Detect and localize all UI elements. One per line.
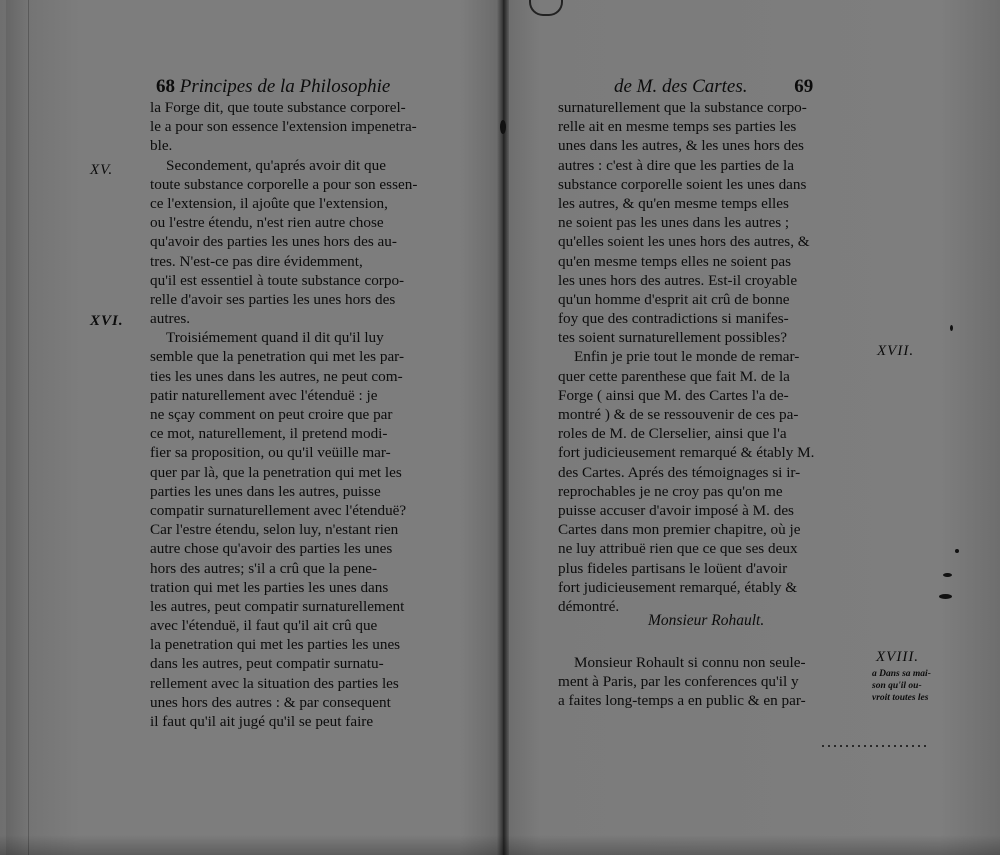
- scan-speck: [950, 325, 953, 331]
- right-page-number: 69: [794, 76, 814, 97]
- margin-note-xviii: XVIII.: [876, 649, 920, 665]
- text-line: montré ) & de se ressouvenir de ces pa-: [558, 406, 799, 423]
- text-line: son qu'il ou-: [872, 681, 922, 691]
- text-line: foy que des contradictions si manifes-: [558, 310, 789, 328]
- scan-speck: [500, 120, 506, 134]
- text-line: la Forge dit, que toute substance corporel-: [150, 99, 406, 116]
- text-line: Enfin je prie tout le monde de remar-: [574, 348, 800, 366]
- book-edge-left: [6, 0, 29, 855]
- margin-note-xvii: XVII.: [877, 343, 915, 359]
- text-line: Car l'estre étendu, selon luy, n'estant rien: [150, 521, 399, 539]
- text-line: des Cartes. Aprés des témoignages si ir-: [558, 463, 801, 481]
- left-running-title: Principes de la Philosophie: [179, 76, 391, 97]
- page-bottom-shadow: [0, 835, 1000, 855]
- right-running-title: de M. des Cartes.: [614, 76, 748, 97]
- text-line: unes hors des autres : & par consequent: [150, 693, 391, 711]
- text-line: autre chose qu'avoir des parties les unes: [150, 540, 393, 558]
- section-title: Monsieur Rohault.: [648, 612, 765, 629]
- text-line: surnaturellement que la substance corpo-: [558, 99, 807, 116]
- text-line: fort judicieusement remarqué, étably &: [558, 578, 798, 596]
- text-line: fort judicieusement remarqué & étably M.: [558, 444, 815, 462]
- text-line: ties les unes dans les autres, ne peut com-: [150, 367, 403, 385]
- text-line: la penetration qui met les parties les unes: [150, 636, 401, 654]
- text-line: fier sa proposition, ou qu'il veüille mar-: [150, 444, 391, 462]
- text-line: hors des autres; s'il a crû que la pene-: [150, 559, 378, 577]
- text-line: les autres, peut compatir surnaturellement: [150, 597, 405, 615]
- text-line: quer par là, que la penetration qui met les: [150, 463, 402, 481]
- text-line: substance corporelle soient les unes dans: [558, 175, 807, 193]
- text-line: ne soient pas les unes dans les autres ;: [558, 214, 790, 232]
- text-line: dans les autres, peut compatir surnatu-: [150, 655, 384, 673]
- text-line: Cartes dans mon premier chapitre, où je: [558, 521, 801, 539]
- text-line: ne luy attribuë rien que ce que ses deux: [558, 540, 798, 558]
- text-line: qu'il est essentiel à toute substance corpo-: [150, 271, 405, 289]
- text-line: Monsieur Rohault si connu non seule-: [574, 654, 806, 671]
- margin-note-xvi: XVI.: [90, 313, 124, 329]
- left-page-header: [156, 76, 390, 98]
- right-page-body-continued: [558, 653, 806, 711]
- text-line: ou l'estre étendu, n'est rien autre chose: [150, 214, 384, 232]
- text-line: qu'en mesme temps elles ne soient pas: [558, 252, 792, 270]
- text-line: puisse accuser d'avoir imposé à M. des: [558, 501, 794, 519]
- text-line: relle ait en mesme temps ses parties les: [558, 118, 797, 136]
- text-line: a Dans sa mai-: [872, 669, 931, 679]
- right-page-body: [558, 98, 814, 616]
- text-line: Forge ( ainsi que M. des Cartes l'a de-: [558, 386, 789, 404]
- text-line: relle d'avoir ses parties les unes hors des: [150, 290, 396, 308]
- text-line: qu'elles soient les unes hors des autres, &: [558, 233, 810, 251]
- text-line: démontré.: [558, 597, 620, 615]
- text-line: ce mot, naturellement, il pretend modi-: [150, 425, 388, 443]
- text-line: toute substance corporelle a pour son essen-: [150, 175, 418, 193]
- left-page: [90, 0, 490, 855]
- left-page-body: [150, 98, 417, 731]
- scan-speck: [943, 573, 952, 577]
- text-line: quer cette parenthese que fait M. de la: [558, 367, 790, 385]
- margin-note-xv: XV.: [90, 162, 114, 178]
- text-line: patir naturellement avec l'étenduë : je: [150, 386, 378, 404]
- text-line: les unes hors des autres. Est-il croyable: [558, 271, 798, 289]
- text-line: qu'avoir des parties les unes hors des au-: [150, 233, 397, 251]
- text-line: qu'un homme d'esprit ait crû de bonne: [558, 290, 790, 308]
- text-line: ne sçay comment on peut croire que par: [150, 406, 393, 423]
- text-line: ment à Paris, par les conferences qu'il y: [558, 673, 799, 691]
- text-line: Troisiémement quand il dit qu'il luy: [166, 329, 384, 347]
- text-line: autres.: [150, 310, 191, 328]
- text-line: tration qui met les parties les unes dans: [150, 578, 389, 596]
- text-line: autres : c'est à dire que les parties de la: [558, 156, 794, 174]
- text-line: il faut qu'il ait jugé qu'il se peut faire: [150, 713, 374, 730]
- text-line: roles de M. de Clerselier, ainsi que l'a: [558, 425, 787, 443]
- text-line: ble.: [150, 137, 173, 155]
- text-line: tes soient surnaturellement possibles?: [558, 329, 788, 347]
- text-line: parties les unes dans les autres, puisse: [150, 482, 381, 500]
- left-page-number: 68: [156, 76, 175, 97]
- text-line: plus fideles partisans le loüent d'avoir: [558, 559, 788, 577]
- text-line: reprochables je ne croy pas qu'on me: [558, 482, 783, 500]
- text-line: tres. N'est-ce pas dire évidemment,: [150, 252, 363, 270]
- text-line: ce l'extension, il ajoûte que l'extension,: [150, 194, 388, 212]
- side-footnote: [872, 668, 931, 704]
- text-line: Secondement, qu'aprés avoir dit que: [166, 156, 386, 174]
- text-line: unes dans les autres, & les unes hors des: [558, 137, 804, 155]
- scan-speck: [939, 594, 952, 599]
- right-page-header: [614, 76, 813, 98]
- text-line: semble que la penetration qui met les par-: [150, 348, 404, 366]
- text-line: le a pour son essence l'extension impenetra-: [150, 118, 417, 136]
- text-line: rellement avec la situation des parties les: [150, 674, 399, 692]
- right-page: [520, 0, 990, 855]
- print-dots: [820, 745, 930, 747]
- text-line: a faites long-temps a en public & en par-: [558, 692, 806, 710]
- text-line: les autres, & qu'en mesme temps elles: [558, 194, 789, 212]
- text-line: compatir surnaturellement avec l'étenduë?: [150, 501, 407, 519]
- text-line: avec l'étenduë, il faut qu'il ait crû que: [150, 617, 378, 635]
- scan-speck: [955, 549, 959, 553]
- text-line: vroit toutes les: [872, 693, 929, 703]
